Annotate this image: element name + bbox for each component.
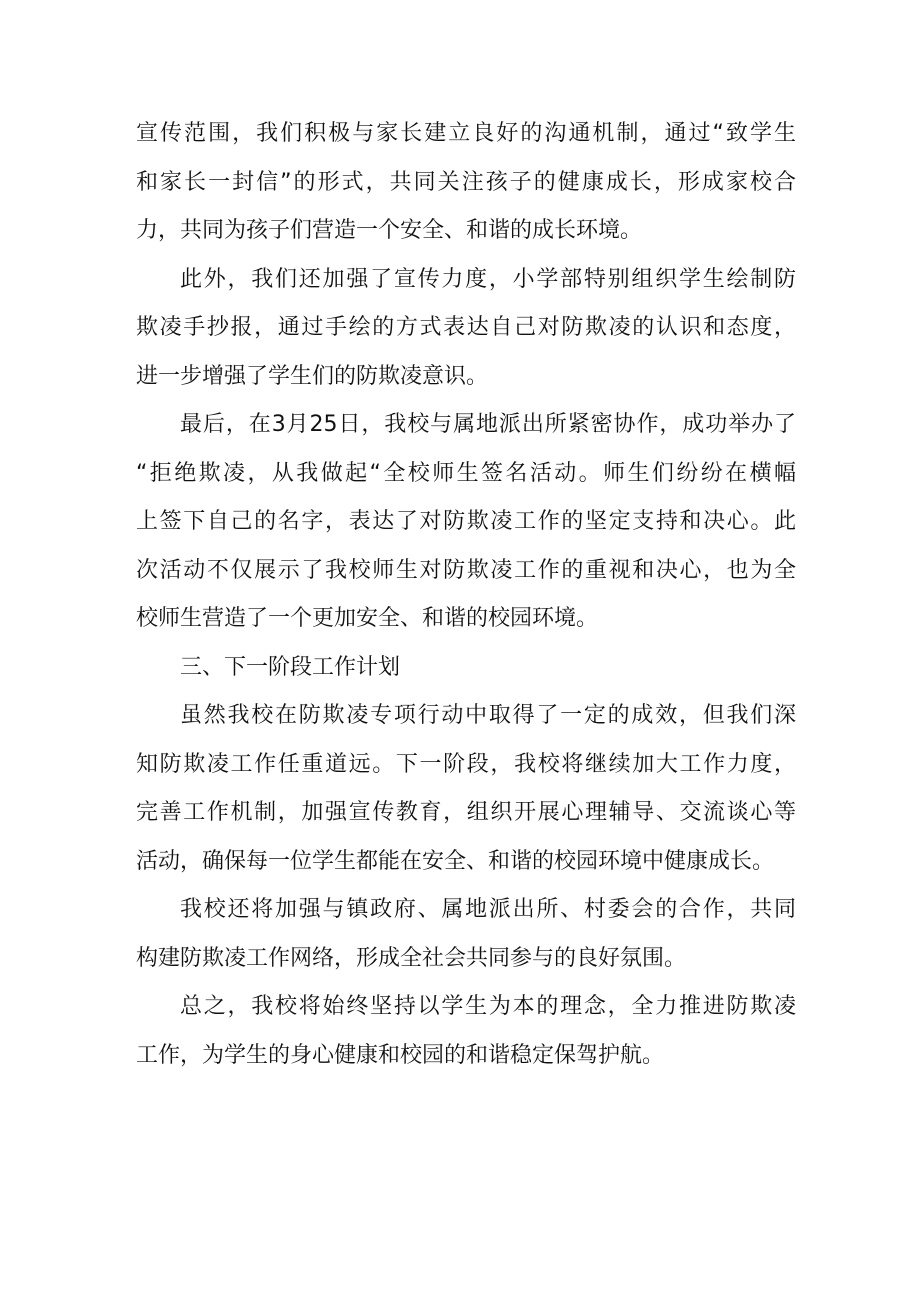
text-line: 我校还将加强与镇政府、属地派出所、村委会的合作，共同 (180, 897, 796, 922)
paragraph-family-communication (136, 110, 796, 256)
paragraph-publicity (136, 256, 796, 402)
text-line: 工作，为学生的身心健康和校园的和谐稳定保驾护航。 (136, 1042, 665, 1068)
section-heading-next-plan (136, 644, 796, 693)
text-line: 和家长一封信”的形式，共同关注孩子的健康成长，形成家校合 (136, 169, 796, 195)
text-line: 构建防欺凌工作网络，形成全社会共同参与的良好氛围。 (136, 945, 687, 971)
document-body (136, 110, 796, 1080)
text-line: 校师生营造了一个更加安全、和谐的校园环境。 (136, 606, 599, 631)
text-line: 完善工作机制，加强宣传教育，组织开展心理辅导、交流谈心等 (136, 800, 796, 825)
text-line: 总之，我校将始终坚持以学生为本的理念，全力推进防欺凌 (180, 994, 796, 1019)
text-line: 知防欺凌工作任重道远。下一阶段，我校将继续加大工作力度， (136, 751, 796, 777)
text-line: 力，共同为孩子们营造一个安全、和谐的成长环境。 (136, 218, 643, 243)
text-line: 虽然我校在防欺凌专项行动中取得了一定的成效，但我们深 (180, 703, 796, 728)
text-line: 三、下一阶段工作计划 (180, 654, 401, 680)
text-line: 进一步增强了学生们的防欺凌意识。 (136, 363, 489, 389)
text-line: 上签下自己的名字，表达了对防欺凌工作的坚定支持和决心。此 (136, 509, 796, 534)
text-line: 欺凌手抄报，通过手绘的方式表达自己对防欺凌的认识和态度， (136, 315, 796, 340)
text-line: 宣传范围，我们积极与家长建立良好的沟通机制，通过“致学生 (136, 121, 796, 146)
text-line: “拒绝欺凌，从我做起“全校师生签名活动。师生们纷纷在横幅 (136, 460, 796, 486)
paragraph-conclusion (136, 983, 796, 1080)
text-line: 此外，我们还加强了宣传力度，小学部特别组织学生绘制防 (180, 266, 796, 292)
paragraph-next-stage (136, 692, 796, 886)
text-line: 最后，在3月25日，我校与属地派出所紧密协作，成功举办了 (180, 412, 796, 437)
paragraph-cooperation (136, 886, 796, 983)
paragraph-signature-activity (136, 401, 796, 644)
text-line: 次活动不仅展示了我校师生对防欺凌工作的重视和决心，也为全 (136, 557, 796, 583)
text-line: 活动，确保每一位学生都能在安全、和谐的校园环境中健康成长。 (136, 848, 775, 874)
